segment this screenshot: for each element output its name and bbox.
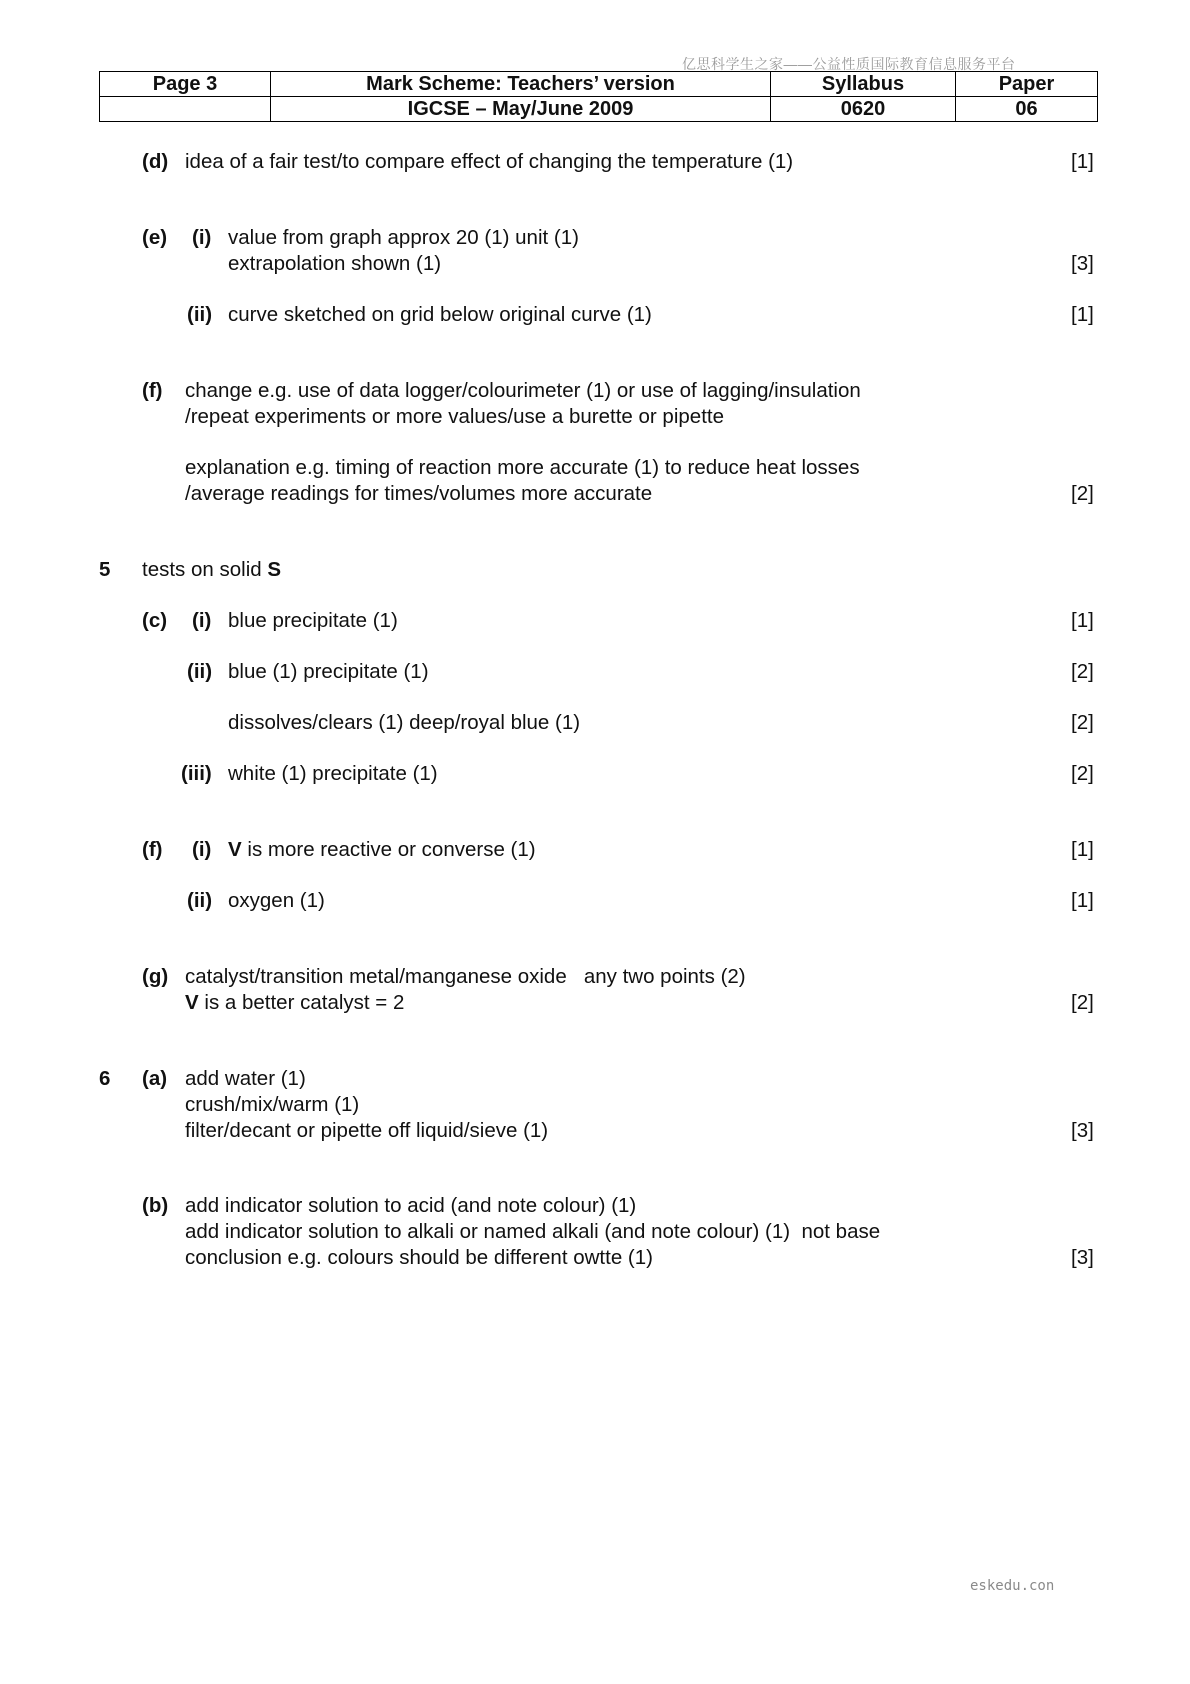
q6-number: 6 [99, 1067, 111, 1090]
q5-f-i-mark: [1] [1071, 838, 1094, 861]
q4-e-i-label: (i) [192, 226, 212, 249]
q4-f-explanation-line2: /average readings for times/volumes more accurate [185, 482, 653, 505]
q4-e-i-mark: [3] [1071, 252, 1094, 275]
q5-g-statement: is a better catalyst = 2 [198, 991, 405, 1014]
q5-g-line1: catalyst/transition metal/manganese oxide any two points (2) [185, 965, 746, 988]
header-table [99, 71, 1098, 122]
q5-g-metal: V [185, 991, 199, 1014]
q5-c-i-text: blue precipitate (1) [228, 609, 398, 632]
q5-c-ii-b-mark: [2] [1071, 711, 1094, 734]
q5-f-label: (f) [142, 838, 163, 861]
q5-f-i-statement: is more reactive or converse (1) [241, 838, 536, 861]
header-row-1 [100, 72, 1098, 97]
q5-c-ii-mark: [2] [1071, 660, 1094, 683]
q6-b-line2: add indicator solution to alkali or named alkali (and note colour) (1) not base [185, 1220, 881, 1243]
q5-f-i-label: (i) [192, 838, 212, 861]
q5-g-mark: [2] [1071, 991, 1094, 1014]
q5-intro [142, 557, 281, 583]
q4-e-ii-mark: [1] [1071, 303, 1094, 326]
q6-a-label: (a) [142, 1067, 168, 1090]
q5-f-ii-text: oxygen (1) [228, 889, 325, 912]
q4-e-ii-label: (ii) [187, 303, 213, 326]
q4-f-explanation-line1: explanation e.g. timing of reaction more accurate (1) to reduce heat losses [185, 456, 860, 479]
q6-a-line3: filter/decant or pipette off liquid/sieve (1) [185, 1119, 549, 1142]
header-syllabus-code: 0620 [771, 97, 956, 122]
q5-intro-text: tests on solid [142, 558, 268, 581]
header-paper-number: 06 [956, 97, 1098, 122]
q5-c-iii-mark: [2] [1071, 762, 1094, 785]
q5-f-ii-label: (ii) [187, 889, 213, 912]
q4-f-change-line2: /repeat experiments or more values/use a burette or pipette [185, 405, 724, 428]
q5-c-iii-text: white (1) precipitate (1) [228, 762, 438, 785]
q5-f-ii-mark: [1] [1071, 889, 1094, 912]
header-blank [100, 97, 271, 122]
q6-a-mark: [3] [1071, 1119, 1094, 1142]
q4-f-label: (f) [142, 379, 163, 402]
q6-b-mark: [3] [1071, 1246, 1094, 1269]
q5-c-ii-b-text: dissolves/clears (1) deep/royal blue (1) [228, 711, 581, 734]
header-paper-label: Paper [956, 72, 1098, 97]
q4-d-mark: [1] [1071, 150, 1094, 173]
q5-c-label: (c) [142, 609, 168, 632]
q5-g-line2 [185, 990, 404, 1016]
q5-c-ii-text: blue (1) precipitate (1) [228, 660, 429, 683]
q4-e-i-line1: value from graph approx 20 (1) unit (1) [228, 226, 579, 249]
q5-intro-solid: S [267, 558, 282, 581]
q6-b-line3: conclusion e.g. colours should be different owtte (1) [185, 1246, 653, 1269]
q4-e-label: (e) [142, 226, 168, 249]
header-syllabus-label: Syllabus [771, 72, 956, 97]
q5-c-iii-label: (iii) [181, 762, 212, 785]
q5-f-i-metal: V [228, 838, 242, 861]
q5-c-i-label: (i) [192, 609, 212, 632]
q6-a-line2: crush/mix/warm (1) [185, 1093, 360, 1116]
header-title: Mark Scheme: Teachers’ version [271, 72, 771, 97]
q5-f-i-text [228, 837, 536, 863]
header-exam: IGCSE – May/June 2009 [271, 97, 771, 122]
header-page: Page 3 [100, 72, 271, 97]
q6-b-line1: add indicator solution to acid (and note colour) (1) [185, 1194, 637, 1217]
q4-f-change-line1: change e.g. use of data logger/colourimeter (1) or use of lagging/insulation [185, 379, 861, 402]
q6-b-label: (b) [142, 1194, 169, 1217]
footer-site-mark: eskedu.con [970, 1578, 1055, 1594]
q5-g-label: (g) [142, 965, 169, 988]
q5-number: 5 [99, 558, 111, 581]
q4-d-label: (d) [142, 150, 169, 173]
q5-c-ii-label: (ii) [187, 660, 213, 683]
header-row-2 [100, 97, 1098, 122]
q6-a-line1: add water (1) [185, 1067, 306, 1090]
watermark-text: 亿思科学生之家——公益性质国际教育信息服务平台 [682, 56, 1016, 72]
q4-d-text: idea of a fair test/to compare effect of changing the temperature (1) [185, 150, 794, 173]
q5-c-i-mark: [1] [1071, 609, 1094, 632]
q4-e-ii-text: curve sketched on grid below original curve (1) [228, 303, 652, 326]
q4-f-mark: [2] [1071, 482, 1094, 505]
q4-e-i-line2: extrapolation shown (1) [228, 252, 442, 275]
